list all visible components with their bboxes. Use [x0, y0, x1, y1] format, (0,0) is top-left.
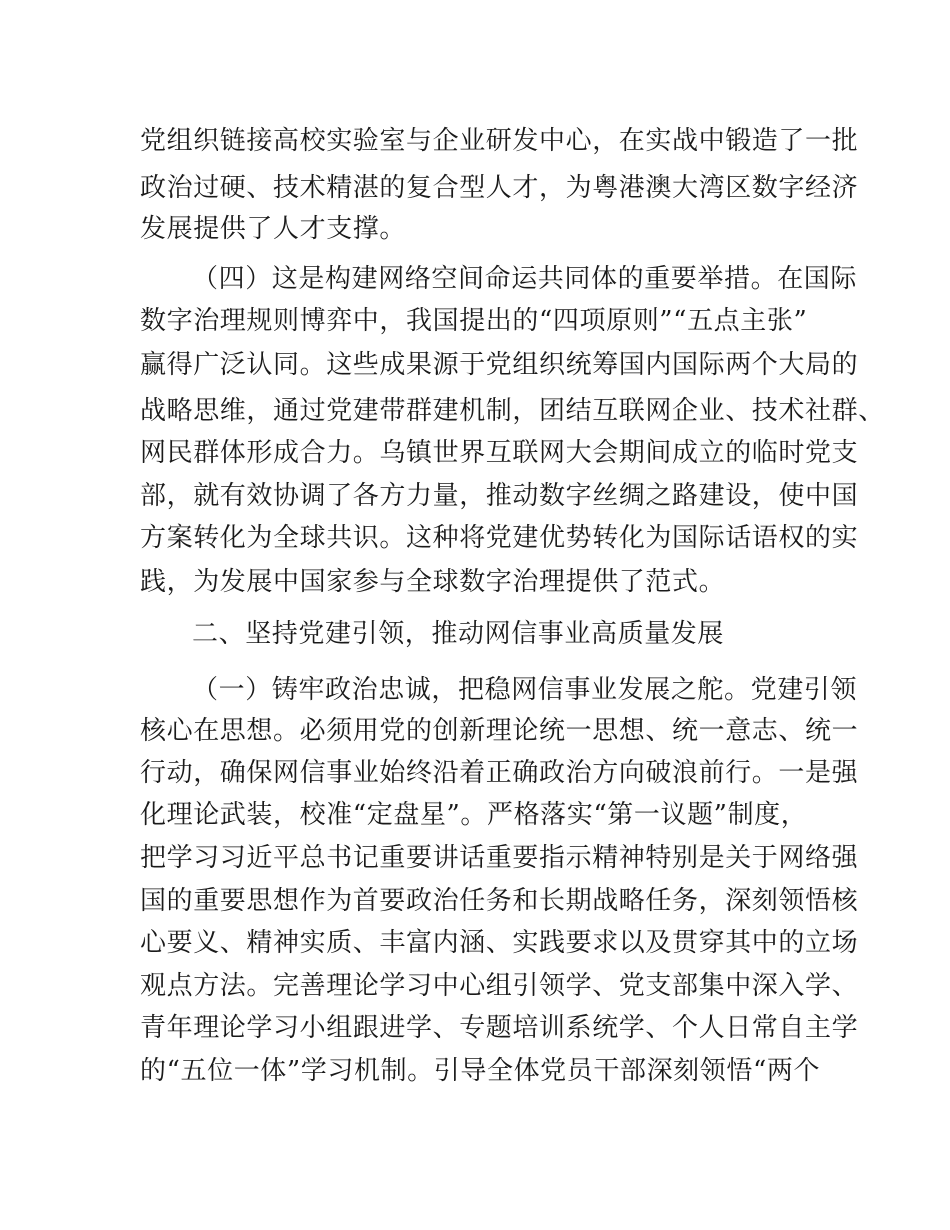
body-text-line: 把学习习近平总书记重要讲话重要指示精神特别是关于网络强: [140, 843, 859, 873]
body-text-line: 国的重要思想作为首要政治任务和长期战略任务，深刻领悟核: [140, 886, 859, 916]
body-text-line: 部，就有效协调了各方力量，推动数字丝绸之路建设，使中国: [140, 481, 859, 511]
body-text-line: 化理论武装，校准“定盘星”。严格落实“第一议题”制度，: [140, 800, 808, 830]
section-heading-line: （一）铸牢政治忠诚，把稳网信事业发展之舵。党建引领: [192, 675, 858, 705]
body-text-line: 的“五位一体”学习机制。引导全体党员干部深刻领悟“两个: [140, 1056, 821, 1086]
body-text-line: 青年理论学习小组跟进学、专题培训系统学、个人日常自主学: [140, 1013, 859, 1043]
body-text-line: 践，为发展中国家参与全球数字治理提供了范式。: [140, 567, 726, 597]
body-text-line: 党组织链接高校实验室与企业研发中心，在实战中锻造了一批: [140, 126, 859, 156]
body-text-line: 政治过硬、技术精湛的复合型人才，为粤港澳大湾区数字经济: [140, 173, 859, 203]
body-text-line: 心要义、精神实质、丰富内涵、实践要求以及贯穿其中的立场: [140, 928, 859, 958]
body-text-line: 核心在思想。必须用党的创新理论统一思想、统一意志、统一: [140, 716, 859, 746]
body-text-line: 方案转化为全球共识。这种将党建优势转化为国际话语权的实: [140, 523, 859, 553]
chapter-heading-line: 二、坚持党建引领，推动网信事业高质量发展: [192, 619, 725, 649]
body-text-line: 网民群体形成合力。乌镇世界互联网大会期间成立的临时党支: [140, 438, 859, 468]
body-text-line: 行动，确保网信事业始终沿着正确政治方向破浪前行。一是强: [140, 758, 859, 788]
body-text-line: 观点方法。完善理论学习中心组引领学、党支部集中深入学、: [140, 971, 859, 1001]
body-text-line: 赢得广泛认同。这些成果源于党组织统筹国内国际两个大局的: [140, 350, 859, 380]
section-heading-line: （四）这是构建网络空间命运共同体的重要举措。在国际: [192, 264, 858, 294]
body-text-line: 战略思维，通过党建带群建机制，团结互联网企业、技术社群、: [140, 396, 885, 426]
body-text-line: 发展提供了人才支撑。: [140, 214, 407, 244]
body-text-line: 数字治理规则博弈中，我国提出的“四项原则”“五点主张”: [140, 306, 808, 336]
